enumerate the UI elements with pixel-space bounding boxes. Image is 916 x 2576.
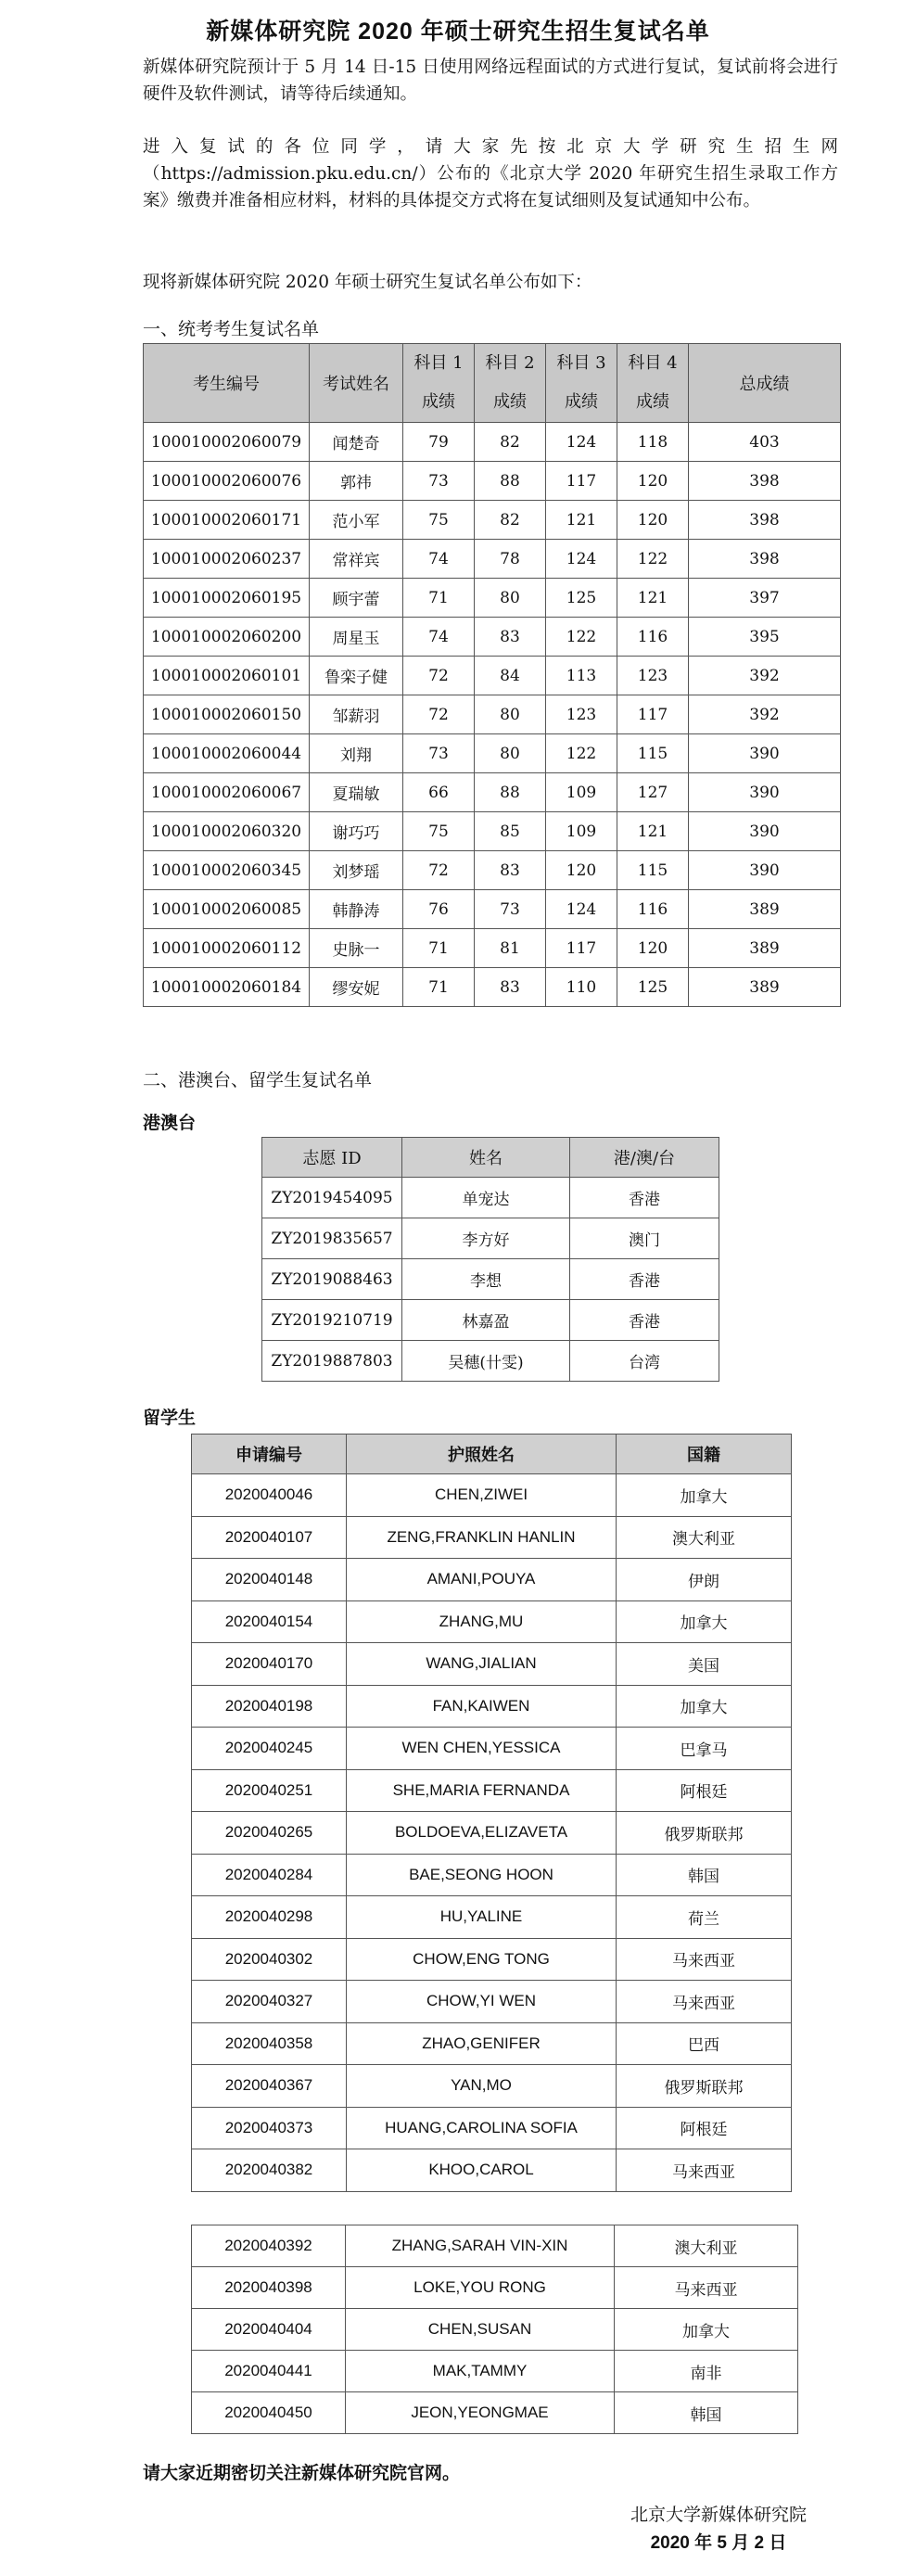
table-row (144, 773, 841, 812)
table-row (144, 423, 841, 462)
table-cell: ZHANG,MU (347, 1600, 617, 1643)
table-cell: 71 (403, 929, 475, 968)
table-cell: 吴穗(卄雯) (402, 1341, 570, 1382)
column-header: 考生编号 (144, 344, 310, 423)
section-2-title: 二、港澳台、留学生复试名单 (143, 1070, 373, 1090)
table-cell: 398 (689, 501, 841, 540)
table-cell: 81 (475, 929, 546, 968)
table-cell: 122 (546, 618, 617, 657)
table-cell: CHEN,ZIWEI (347, 1474, 617, 1517)
table-cell: 刘翔 (310, 734, 403, 773)
table-cell: BAE,SEONG HOON (347, 1854, 617, 1896)
table-cell: 120 (617, 462, 689, 501)
page-title: 新媒体研究院 2020 年硕士研究生招生复试名单 (206, 19, 710, 45)
table-cell: ZY2019210719 (262, 1300, 402, 1341)
table-row (192, 2065, 792, 2108)
table-cell: 巴拿马 (617, 1728, 792, 1770)
column-header: 总成绩 (689, 344, 841, 423)
table-cell: 72 (403, 657, 475, 695)
table-cell: 谢巧巧 (310, 812, 403, 851)
table-cell: 2020040245 (192, 1728, 347, 1770)
table-cell: 109 (546, 812, 617, 851)
table-cell: 113 (546, 657, 617, 695)
table-cell: 83 (475, 851, 546, 890)
table-cell: 2020040265 (192, 1812, 347, 1855)
intro-paragraph-2: 进入复试的各位同学，请大家先按北京大学研究生招生网（https://admission.pku.edu.cn/）公布的《北京大学 2020 年研究生招生录取工作方案》缴费并准备相应材料，材料的具体提交方式将在复试细则及复试通知中公布。 (143, 137, 838, 210)
table-cell: ZHAO,GENIFER (347, 2022, 617, 2065)
closing-note: 请大家近期密切关注新媒体研究院官网。 (143, 2464, 461, 2483)
table-cell: 周星玉 (310, 618, 403, 657)
table-row (262, 1300, 719, 1341)
table-cell: 389 (689, 929, 841, 968)
table-cell: 82 (475, 501, 546, 540)
table-cell: 韩静涛 (310, 890, 403, 929)
table-cell: 100010002060067 (144, 773, 310, 812)
table-cell: LOKE,YOU RONG (346, 2267, 615, 2309)
table-cell: MAK,TAMMY (346, 2351, 615, 2392)
column-header: 科目 3 成绩 (546, 344, 617, 423)
table-cell: 马来西亚 (617, 1981, 792, 2023)
table-cell: 392 (689, 657, 841, 695)
table-row (144, 657, 841, 695)
table-cell: HUANG,CAROLINA SOFIA (347, 2107, 617, 2149)
table-cell: SHE,MARIA FERNANDA (347, 1769, 617, 1812)
table-row (192, 1769, 792, 1812)
table-cell: 88 (475, 462, 546, 501)
table-row (144, 540, 841, 579)
table-cell: 390 (689, 773, 841, 812)
table-cell: 2020040450 (192, 2392, 346, 2434)
table-cell: 美国 (617, 1643, 792, 1686)
table-cell: 392 (689, 695, 841, 734)
table-row (192, 2149, 792, 2192)
column-header: 护照姓名 (347, 1435, 617, 1474)
table-cell: 88 (475, 773, 546, 812)
table-cell: 66 (403, 773, 475, 812)
table-cell: ZY2019454095 (262, 1178, 402, 1218)
table-cell: 100010002060044 (144, 734, 310, 773)
intl-subtitle: 留学生 (143, 1409, 197, 1428)
table-row (192, 1600, 792, 1643)
table-cell: 马来西亚 (615, 2267, 798, 2309)
signature-block (630, 2502, 807, 2557)
column-header: 科目 4 成绩 (617, 344, 689, 423)
table-cell: 124 (546, 423, 617, 462)
table-cell: 118 (617, 423, 689, 462)
table-cell: 121 (546, 501, 617, 540)
table-row (144, 812, 841, 851)
section-1-title: 一、统考考生复试名单 (143, 319, 320, 339)
table-cell: 巴西 (617, 2022, 792, 2065)
table-cell: AMANI,POUYA (347, 1559, 617, 1601)
table-cell: CHOW,ENG TONG (347, 1938, 617, 1981)
table-cell: 缪安妮 (310, 968, 403, 1007)
table-cell: 范小军 (310, 501, 403, 540)
table-cell: 2020040404 (192, 2309, 346, 2351)
table-cell: 单宠达 (402, 1178, 570, 1218)
table-cell: 2020040367 (192, 2065, 347, 2108)
table-cell: 123 (617, 657, 689, 695)
table-row (192, 2022, 792, 2065)
intl-candidates-table (191, 1434, 792, 2192)
table-cell: 荷兰 (617, 1896, 792, 1939)
table-cell: 李方好 (402, 1218, 570, 1259)
table-cell: 100010002060320 (144, 812, 310, 851)
table-cell: 马来西亚 (617, 1938, 792, 1981)
table-cell: 390 (689, 851, 841, 890)
table-cell: 73 (475, 890, 546, 929)
table-cell: 79 (403, 423, 475, 462)
table-row (144, 929, 841, 968)
table-cell: CHEN,SUSAN (346, 2309, 615, 2351)
table-cell: 邹薪羽 (310, 695, 403, 734)
table-cell: 鲁栾子健 (310, 657, 403, 695)
table-cell: 83 (475, 968, 546, 1007)
table-cell: 2020040392 (192, 2225, 346, 2267)
table-cell: 74 (403, 618, 475, 657)
table-cell: 2020040170 (192, 1643, 347, 1686)
table-cell: 121 (617, 812, 689, 851)
table-cell: ZHANG,SARAH VIN-XIN (346, 2225, 615, 2267)
table-cell: 83 (475, 618, 546, 657)
table-cell: 120 (617, 501, 689, 540)
table-row (192, 2107, 792, 2149)
table-cell: 2020040154 (192, 1600, 347, 1643)
table-cell: 2020040373 (192, 2107, 347, 2149)
table-cell: 127 (617, 773, 689, 812)
table-cell: 100010002060079 (144, 423, 310, 462)
table-cell: 85 (475, 812, 546, 851)
table-cell: 澳大利亚 (615, 2225, 798, 2267)
exam-candidates-table (143, 343, 841, 1007)
table-cell: 阿根廷 (617, 1769, 792, 1812)
table-cell: 80 (475, 734, 546, 773)
table-cell: 2020040284 (192, 1854, 347, 1896)
table-cell: 2020040107 (192, 1516, 347, 1559)
table-cell: 110 (546, 968, 617, 1007)
table-cell: 2020040358 (192, 2022, 347, 2065)
table-row (144, 968, 841, 1007)
table-cell: 115 (617, 851, 689, 890)
table-cell: 84 (475, 657, 546, 695)
table-cell: 100010002060150 (144, 695, 310, 734)
table-cell: 加拿大 (617, 1474, 792, 1517)
intl-candidates-table-continued (191, 2225, 798, 2434)
table-cell: 117 (546, 929, 617, 968)
table-row (192, 2392, 798, 2434)
table-cell: 刘梦瑶 (310, 851, 403, 890)
column-header: 志愿 ID (262, 1138, 402, 1178)
table-cell: 80 (475, 695, 546, 734)
table-cell: 2020040251 (192, 1769, 347, 1812)
table-row (144, 462, 841, 501)
table-row (192, 1938, 792, 1981)
table-row (144, 618, 841, 657)
hmt-candidates-table (261, 1137, 719, 1382)
table-row (192, 1854, 792, 1896)
table-row (144, 851, 841, 890)
table-cell: HU,YALINE (347, 1896, 617, 1939)
table-cell: 台湾 (570, 1341, 719, 1382)
table-row (192, 1685, 792, 1728)
table-cell: ZY2019835657 (262, 1218, 402, 1259)
table-cell: 71 (403, 579, 475, 618)
table-cell: 加拿大 (617, 1685, 792, 1728)
column-header: 考试姓名 (310, 344, 403, 423)
table-cell: 123 (546, 695, 617, 734)
table-cell: 403 (689, 423, 841, 462)
table-cell: 390 (689, 812, 841, 851)
table-cell: 香港 (570, 1178, 719, 1218)
table-cell: 2020040046 (192, 1474, 347, 1517)
column-header: 申请编号 (192, 1435, 347, 1474)
table-cell: 史脉一 (310, 929, 403, 968)
table-cell: 125 (617, 968, 689, 1007)
table-cell: KHOO,CAROL (347, 2149, 617, 2192)
table-row (262, 1259, 719, 1300)
table-cell: 100010002060184 (144, 968, 310, 1007)
table-cell: 俄罗斯联邦 (617, 1812, 792, 1855)
table-cell: 100010002060085 (144, 890, 310, 929)
table-row (262, 1341, 719, 1382)
table-row (192, 1896, 792, 1939)
table-cell: 124 (546, 540, 617, 579)
table-cell: 76 (403, 890, 475, 929)
table-cell: 100010002060112 (144, 929, 310, 968)
table-cell: WEN CHEN,YESSICA (347, 1728, 617, 1770)
table-cell: ZENG,FRANKLIN HANLIN (347, 1516, 617, 1559)
table-cell: 398 (689, 540, 841, 579)
table-cell: 香港 (570, 1300, 719, 1341)
column-header: 港/澳/台 (570, 1138, 719, 1178)
table-cell: 闻楚奇 (310, 423, 403, 462)
table-cell: 澳门 (570, 1218, 719, 1259)
table-cell: 林嘉盈 (402, 1300, 570, 1341)
table-cell: 加拿大 (617, 1600, 792, 1643)
table-cell: ZY2019887803 (262, 1341, 402, 1382)
table-cell: 澳大利亚 (617, 1516, 792, 1559)
table-cell: 南非 (615, 2351, 798, 2392)
table-row (192, 2309, 798, 2351)
table-row (192, 2267, 798, 2309)
table-row (262, 1218, 719, 1259)
table-row (192, 1474, 792, 1517)
table-cell: ZY2019088463 (262, 1259, 402, 1300)
table-cell: 75 (403, 812, 475, 851)
table-cell: 82 (475, 423, 546, 462)
table-cell: 117 (617, 695, 689, 734)
table-cell: 125 (546, 579, 617, 618)
table-cell: 116 (617, 890, 689, 929)
table-cell: 2020040398 (192, 2267, 346, 2309)
table-cell: 109 (546, 773, 617, 812)
table-cell: 俄罗斯联邦 (617, 2065, 792, 2108)
intro-paragraph-1: 新媒体研究院预计于 5 月 14 日-15 日使用网络远程面试的方式进行复试，复试前将会进行硬件及软件测试，请等待后续通知。 (143, 57, 838, 104)
table-cell: 2020040198 (192, 1685, 347, 1728)
table-cell: 100010002060101 (144, 657, 310, 695)
table-cell: 120 (617, 929, 689, 968)
column-header: 科目 2 成绩 (475, 344, 546, 423)
table-cell: WANG,JIALIAN (347, 1643, 617, 1686)
table-cell: 73 (403, 734, 475, 773)
table-cell: CHOW,YI WEN (347, 1981, 617, 2023)
table-cell: 78 (475, 540, 546, 579)
table-cell: 2020040302 (192, 1938, 347, 1981)
table-cell: 100010002060195 (144, 579, 310, 618)
table-cell: 116 (617, 618, 689, 657)
table-cell: 73 (403, 462, 475, 501)
column-header: 姓名 (402, 1138, 570, 1178)
table-cell: 122 (546, 734, 617, 773)
table-row (192, 1643, 792, 1686)
table-header-row (144, 344, 841, 423)
table-cell: 124 (546, 890, 617, 929)
signature-org: 北京大学新媒体研究院 (630, 2506, 807, 2525)
table-row (144, 579, 841, 618)
table-row (192, 1981, 792, 2023)
table-row (144, 734, 841, 773)
table-cell: 80 (475, 579, 546, 618)
table-cell: 100010002060200 (144, 618, 310, 657)
table-cell: 100010002060171 (144, 501, 310, 540)
table-cell: 74 (403, 540, 475, 579)
table-cell: 120 (546, 851, 617, 890)
table-cell: 2020040298 (192, 1896, 347, 1939)
table-row (192, 2351, 798, 2392)
table-cell: 2020040382 (192, 2149, 347, 2192)
table-cell: 397 (689, 579, 841, 618)
table-cell: 韩国 (617, 1854, 792, 1896)
table-cell: 阿根廷 (617, 2107, 792, 2149)
table-row (144, 890, 841, 929)
signature-date: 2020 年 5 月 2 日 (650, 2533, 787, 2553)
table-cell: 115 (617, 734, 689, 773)
table-cell: 100010002060076 (144, 462, 310, 501)
table-cell: 72 (403, 695, 475, 734)
table-cell: 121 (617, 579, 689, 618)
table-row (192, 2225, 798, 2267)
table-cell: 100010002060345 (144, 851, 310, 890)
table-row (192, 1516, 792, 1559)
table-row (144, 501, 841, 540)
table-row (192, 1728, 792, 1770)
table-cell: 390 (689, 734, 841, 773)
table-header-row (192, 1435, 792, 1474)
table-cell: 李想 (402, 1259, 570, 1300)
table-cell: 100010002060237 (144, 540, 310, 579)
table-cell: 389 (689, 968, 841, 1007)
table-cell: BOLDOEVA,ELIZAVETA (347, 1812, 617, 1855)
table-cell: 398 (689, 462, 841, 501)
table-cell: 2020040327 (192, 1981, 347, 2023)
table-row (192, 1559, 792, 1601)
hmt-subtitle: 港澳台 (143, 1114, 197, 1133)
table-cell: 加拿大 (615, 2309, 798, 2351)
table-cell: 71 (403, 968, 475, 1007)
table-cell: JEON,YEONGMAE (346, 2392, 615, 2434)
column-header: 科目 1 成绩 (403, 344, 475, 423)
table-cell: 395 (689, 618, 841, 657)
table-cell: FAN,KAIWEN (347, 1685, 617, 1728)
table-cell: 2020040441 (192, 2351, 346, 2392)
table-cell: 72 (403, 851, 475, 890)
table-row (262, 1178, 719, 1218)
column-header: 国籍 (617, 1435, 792, 1474)
table-cell: 常祥宾 (310, 540, 403, 579)
table-row (144, 695, 841, 734)
table-cell: 郭祎 (310, 462, 403, 501)
table-cell: 香港 (570, 1259, 719, 1300)
table-cell: 顾宇蕾 (310, 579, 403, 618)
table-cell: 389 (689, 890, 841, 929)
table-cell: 122 (617, 540, 689, 579)
table-cell: 117 (546, 462, 617, 501)
table-cell: 75 (403, 501, 475, 540)
table-cell: 伊朗 (617, 1559, 792, 1601)
intro-paragraph-3: 现将新媒体研究院 2020 年硕士研究生复试名单公布如下： (143, 273, 592, 292)
table-header-row (262, 1138, 719, 1178)
table-cell: YAN,MO (347, 2065, 617, 2108)
table-cell: 韩国 (615, 2392, 798, 2434)
table-cell: 2020040148 (192, 1559, 347, 1601)
table-row (192, 1812, 792, 1855)
table-cell: 马来西亚 (617, 2149, 792, 2192)
table-cell: 夏瑞敏 (310, 773, 403, 812)
